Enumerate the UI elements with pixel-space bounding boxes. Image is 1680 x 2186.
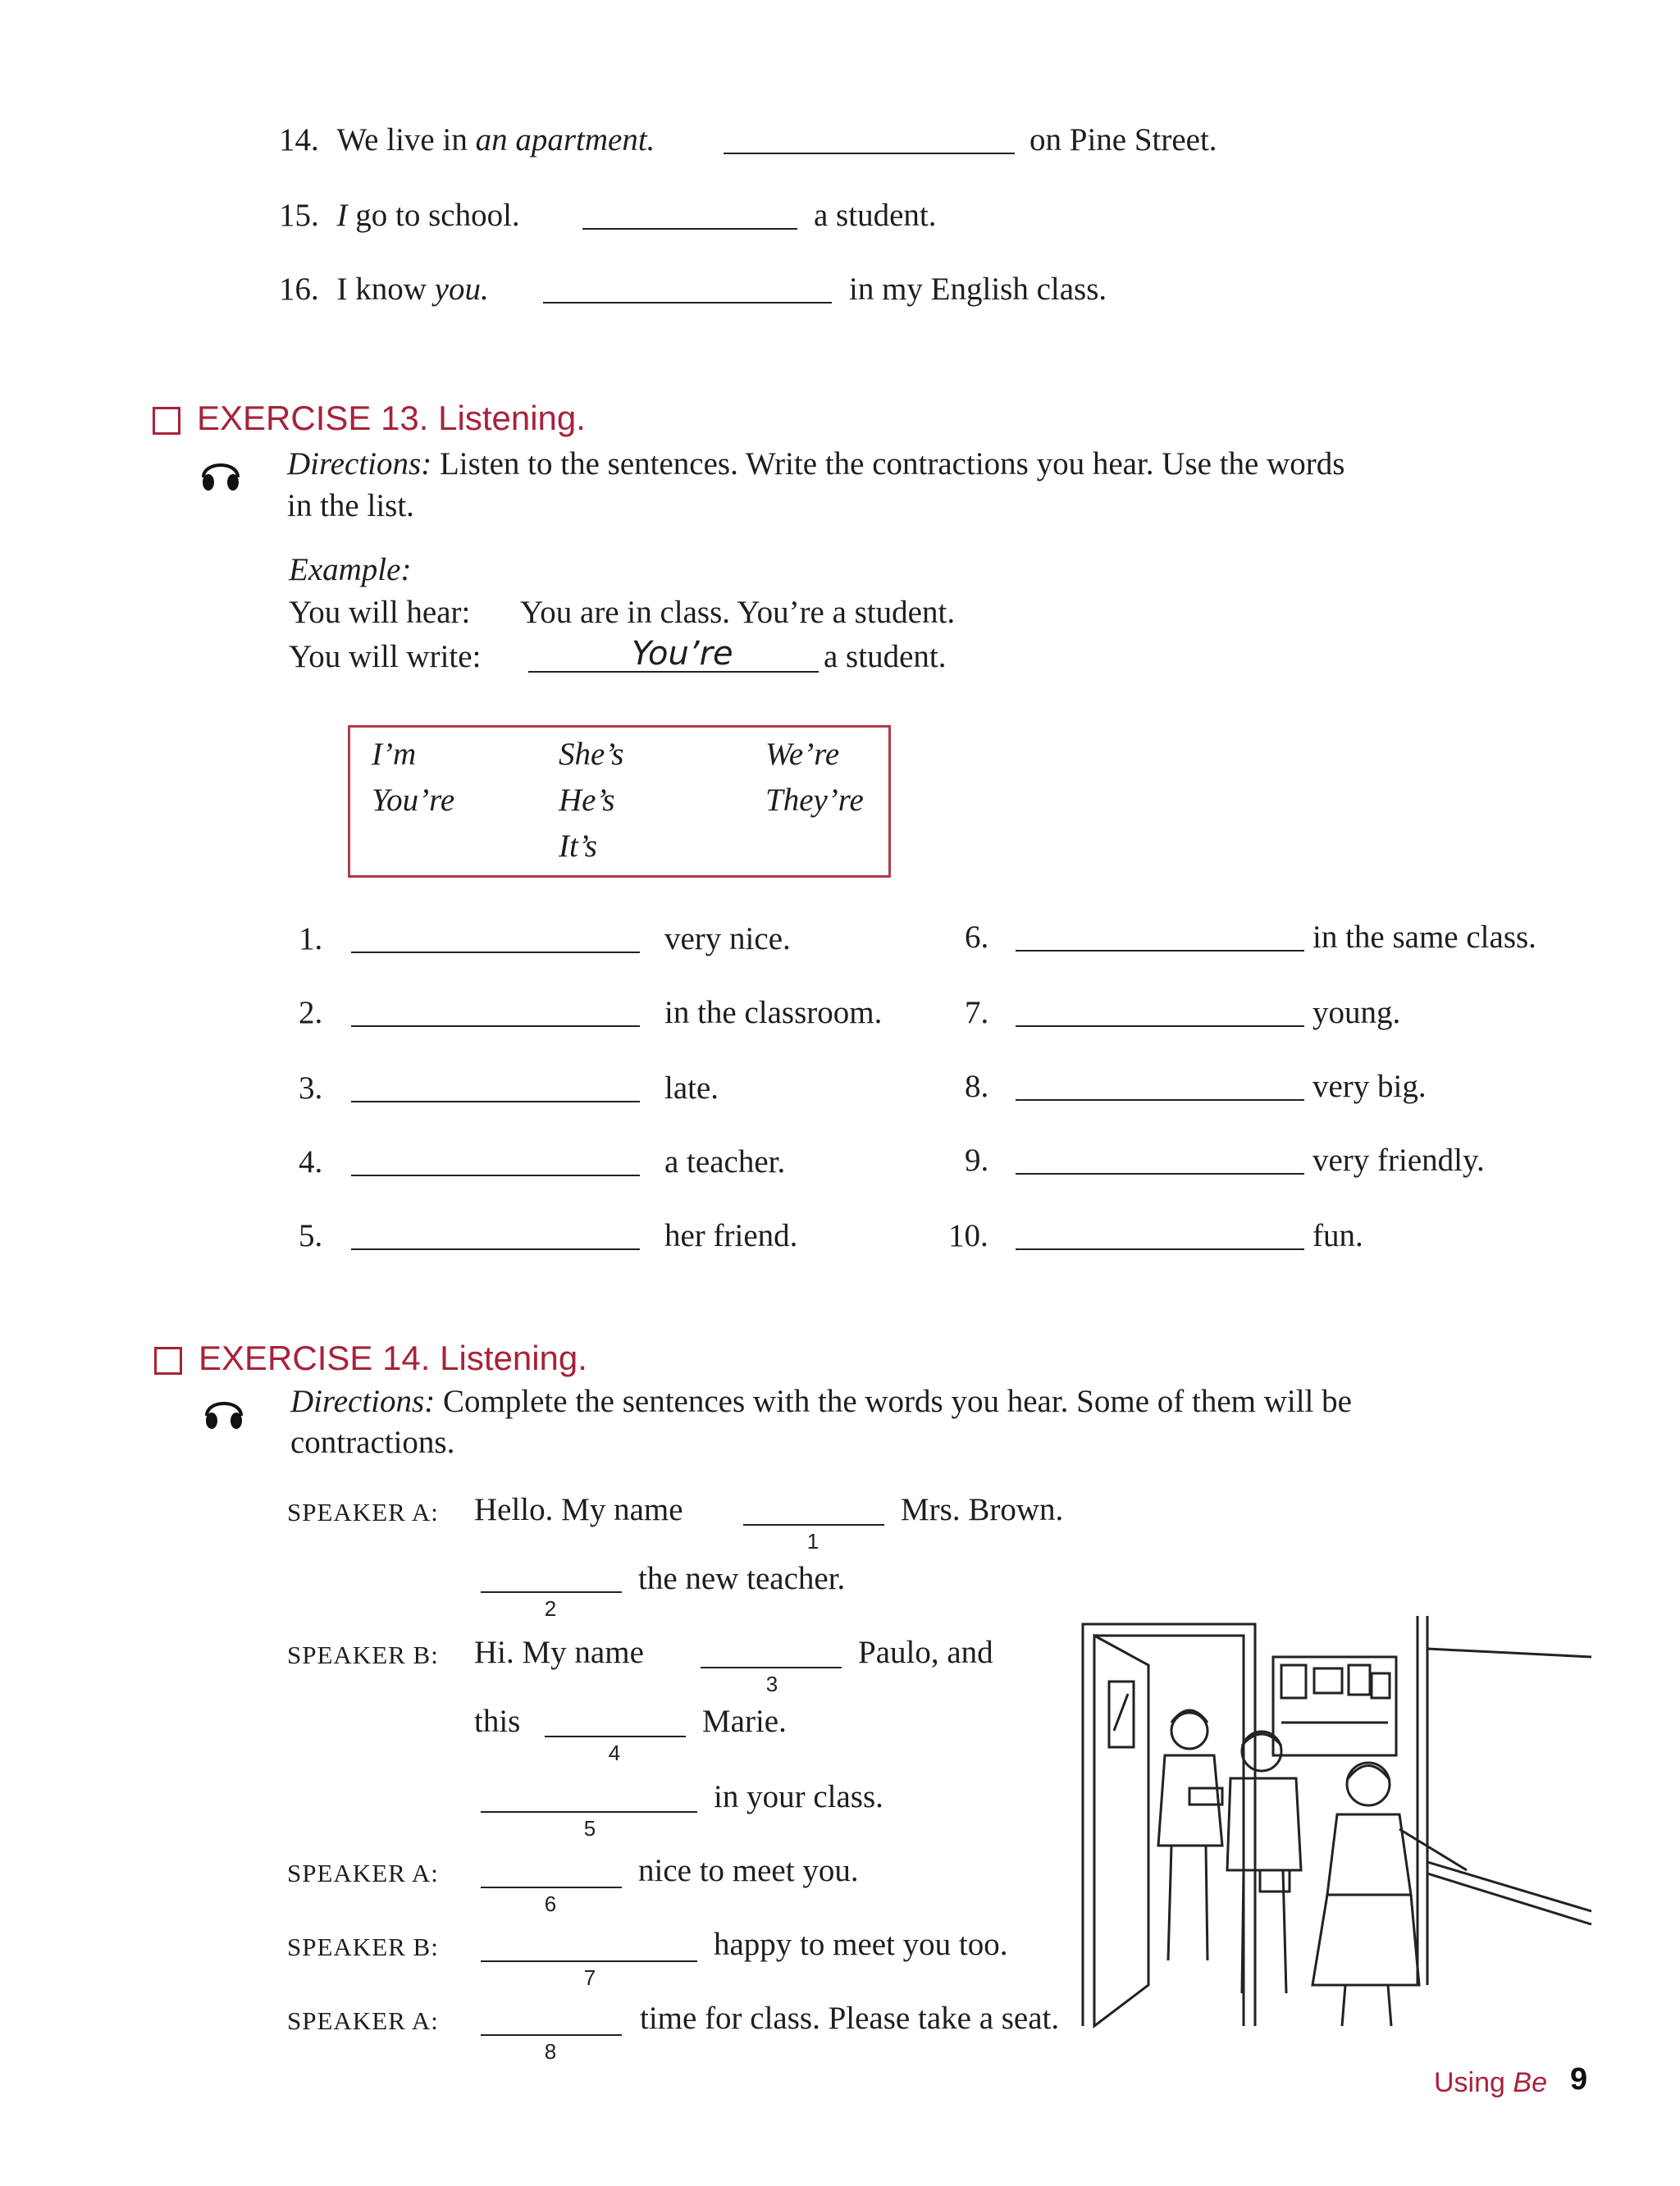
answer-blank[interactable] [351,1025,640,1027]
item-text: We live in [336,122,476,157]
directions-text-continued: in the list. [287,488,414,523]
dialogue-text: Paulo, and [858,1635,993,1670]
dialogue-text: this [474,1704,521,1739]
blank-number: 1 [806,1529,819,1554]
list-item-number: 10. [948,1218,988,1253]
item-ending: on Pine Street. [1029,122,1217,157]
dialogue-text: Hello. My name [474,1492,683,1527]
item-text-italic: an apartment. [475,122,655,157]
footer-be: Be [1513,2067,1547,2098]
exercise-14-title [199,1339,587,1378]
directions-text: Complete the sentences with the words you hear. Some of them will be [442,1384,1352,1419]
answer-blank[interactable] [1016,1025,1304,1027]
answer-blank[interactable] [351,952,640,953]
list-item-number: 6. [965,920,989,955]
footer-using: Using [1434,2067,1505,2098]
answer-blank[interactable] [543,302,832,303]
speaker-label: SPEAKER B: [287,1933,439,1961]
answer-blank[interactable] [481,1887,622,1888]
word-item: She’s [559,737,624,772]
item-text: go to school. [347,198,520,233]
exercise-13-directions [287,445,1344,482]
item-ending: in my English class. [849,272,1107,307]
exercise-13-checkbox[interactable] [153,407,180,435]
list-item-text: very nice. [664,921,791,956]
dialogue-text: happy to meet you too. [714,1927,1008,1962]
word-item: We’re [765,737,840,772]
example-hear-label: You will hear: [289,595,471,630]
item-14 [279,121,655,158]
dialogue-text: Mrs. Brown. [901,1492,1064,1527]
list-item-number: 3. [299,1070,323,1106]
list-item-number: 9. [965,1143,989,1178]
list-item-text: fun. [1312,1218,1363,1253]
exercise-number: EXERCISE 14. [199,1339,431,1377]
answer-blank[interactable] [481,1811,697,1813]
list-item-number: 2. [299,995,323,1030]
exercise-13-title [197,399,586,438]
exercise-number: EXERCISE 13. [197,399,429,437]
list-item-text: a teacher. [664,1144,786,1180]
answer-blank[interactable] [582,228,797,230]
blank-number: 7 [583,1965,596,1990]
answer-blank[interactable] [701,1667,842,1668]
speaker-label: SPEAKER B: [287,1641,439,1669]
blank-number: 8 [544,2039,557,2064]
dialogue-text: Hi. My name [474,1635,644,1670]
directions-label: Directions: [287,446,432,481]
footer-chapter-title [1434,2067,1547,2099]
answer-blank[interactable] [351,1175,640,1176]
answer-blank[interactable] [724,153,1015,154]
page-number: 9 [1570,2062,1588,2097]
list-item-number: 8. [965,1069,989,1104]
exercise-14-checkbox[interactable] [154,1347,182,1375]
answer-blank[interactable] [1016,950,1304,952]
classroom-illustration [1066,1600,1600,2034]
item-number: 14. [279,122,319,157]
word-list-box [348,725,891,878]
blank-number: 2 [544,1596,557,1621]
example-answer: You’re [632,635,733,673]
exercise-name: Listening. [440,1339,587,1377]
list-item-text: very big. [1312,1069,1427,1104]
directions-text-continued: contractions. [290,1425,455,1460]
list-item-number: 4. [299,1144,323,1180]
dialogue-text: the new teacher. [638,1561,846,1596]
list-item-text: very friendly. [1312,1143,1485,1178]
blank-number: 6 [544,1892,557,1916]
item-text-italic: you. [434,272,489,307]
example-write-label: You will write: [289,639,482,674]
item-number: 16. [279,272,319,307]
dialogue-text: nice to meet you. [638,1853,859,1888]
answer-blank[interactable] [481,1960,697,1962]
example-label: Example: [289,552,412,587]
answer-blank[interactable] [481,1591,622,1593]
answer-blank[interactable] [351,1101,640,1102]
list-item-number: 7. [965,995,989,1030]
answer-blank[interactable] [545,1736,686,1737]
word-item: They’re [765,783,864,818]
directions-text: Listen to the sentences. Write the contractions you hear. Use the words [439,446,1345,481]
answer-blank[interactable] [1016,1248,1304,1250]
word-item: I’m [372,737,417,772]
headphones-icon [200,1388,248,1435]
item-15 [279,197,520,234]
list-item-number: 5. [299,1218,323,1253]
blank-number: 3 [765,1672,778,1696]
list-item-text: in the same class. [1312,920,1536,955]
headphones-icon [197,450,244,497]
answer-blank[interactable] [481,2034,622,2036]
speaker-label: SPEAKER A: [287,2006,439,2035]
word-item: You’re [372,783,455,818]
item-ending: a student. [814,198,937,233]
word-item: He’s [559,783,615,818]
example-hear-text: You are in class. You’re a student. [520,595,956,630]
dialogue-text: in your class. [714,1779,883,1814]
answer-blank[interactable] [351,1248,640,1250]
item-text: I know [336,272,435,307]
directions-label: Directions: [290,1384,436,1419]
exercise-name: Listening. [438,399,586,437]
list-item-text: young. [1312,995,1401,1030]
exercise-14-directions [290,1383,1352,1420]
answer-blank[interactable] [743,1524,884,1526]
dialogue-text: Marie. [702,1704,787,1739]
list-item-text: late. [664,1070,719,1106]
list-item-text: in the classroom. [664,995,883,1030]
dialogue-text: time for class. Please take a seat. [640,2001,1060,2036]
speaker-label: SPEAKER A: [287,1498,439,1527]
list-item-number: 1. [299,921,323,956]
item-text-italic: I [336,198,348,233]
example-write-text: a student. [824,639,947,674]
answer-blank[interactable] [1016,1173,1304,1175]
item-16 [279,271,489,308]
blank-number: 5 [583,1816,596,1841]
blank-number: 4 [608,1741,621,1765]
speaker-label: SPEAKER A: [287,1859,439,1887]
list-item-text: her friend. [664,1218,798,1253]
word-item: It’s [559,828,597,864]
item-number: 15. [279,198,319,233]
answer-blank[interactable] [1016,1099,1304,1101]
